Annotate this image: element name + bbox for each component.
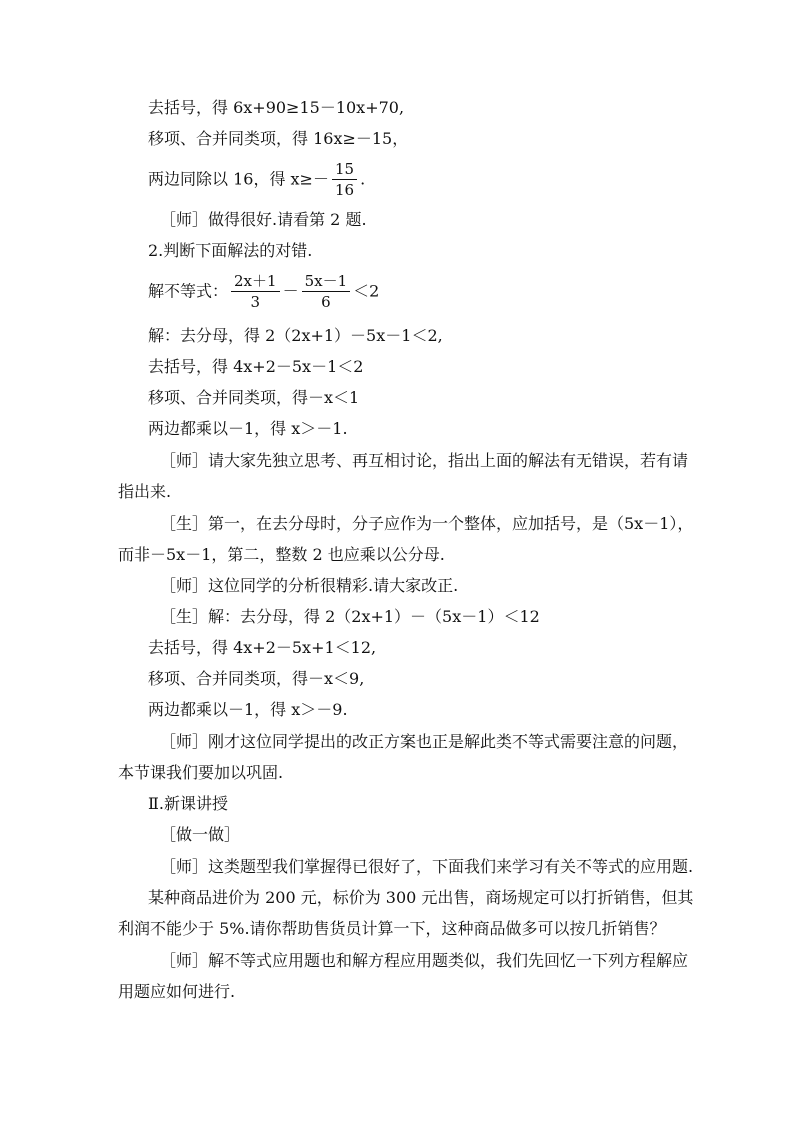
teacher-remark-1: ［师］做得很好.请看第 2 题.: [160, 210, 367, 229]
corrected-line-2: 移项、合并同类项，得－x＜9,: [148, 669, 365, 688]
teacher-remark-4: ［师］刚才这位同学提出的改正方案也正是解此类不等式需要注意的问题，: [160, 732, 689, 751]
subheading-try-it: ［做一做］: [160, 825, 241, 844]
step-combine-terms: 移项、合并同类项，得 16x≥－15，: [148, 129, 409, 148]
inequality-problem: 解不等式： $\frac{2x+1}{3}$ － $\frac{5x-1}{6}$ ＜2: [148, 272, 380, 311]
student-answer-2: ［生］解：去分母，得 2（2x+1）－（5x－1）＜12: [160, 607, 540, 626]
teacher-remark-2: ［师］请大家先独立思考、再互相讨论，指出上面的解法有无错误，若有请: [160, 451, 689, 470]
solution-line-3: 移项、合并同类项，得－x＜1: [148, 388, 360, 407]
teacher-remark-5: ［师］这类题型我们掌握得已很好了，下面我们来学习有关不等式的应用题.: [160, 857, 694, 876]
student-answer-1: ［生］第一，在去分母时，分子应作为一个整体，应加括号，是（5x－1），: [160, 514, 694, 533]
teacher-remark-4-cont: 本节课我们要加以巩固.: [118, 763, 284, 782]
solution-line-1: 解：去分母，得 2（2x+1）－5x－1＜2,: [148, 326, 443, 345]
fraction-15-16: $\frac{15}{16}$: [332, 160, 357, 199]
solution-line-4: 两边都乘以－1，得 x＞－1.: [148, 419, 348, 438]
corrected-line-1: 去括号，得 4x+2－5x+1＜12,: [148, 638, 377, 657]
step-remove-brackets: 去括号，得 6x+90≥15－10x+70,: [148, 98, 405, 117]
step-divide: 两边同除以 16，得 x≥－ $\frac{15}{16}$ .: [148, 160, 366, 199]
word-problem-cont: 利润不能少于 5%.请你帮助售货员计算一下，这种商品做多可以按几折销售？: [118, 919, 666, 938]
fraction-5x1-6: $\frac{5x-1}{6}$: [302, 272, 351, 311]
student-answer-1-cont: 而非－5x－1，第二，整数 2 也应乘以公分母.: [118, 545, 445, 564]
section-heading-new-lesson: Ⅱ.新课讲授: [148, 794, 228, 813]
solution-line-2: 去括号，得 4x+2－5x－1＜2: [148, 357, 364, 376]
teacher-remark-6-cont: 用题应如何进行.: [118, 982, 236, 1001]
teacher-remark-3: ［师］这位同学的分析很精彩.请大家改正.: [160, 576, 459, 595]
word-problem: 某种商品进价为 200 元，标价为 300 元出售，商场规定可以打折销售，但其: [148, 888, 694, 907]
corrected-line-3: 两边都乘以－1，得 x＞－9.: [148, 700, 348, 719]
teacher-remark-2-cont: 指出来.: [118, 482, 172, 501]
fraction-2x1-3: $\frac{2x+1}{3}$: [231, 272, 280, 311]
question-2-title: 2.判断下面解法的对错.: [148, 241, 313, 260]
teacher-remark-6: ［师］解不等式应用题也和解方程应用题类似，我们先回忆一下列方程解应: [160, 951, 689, 970]
